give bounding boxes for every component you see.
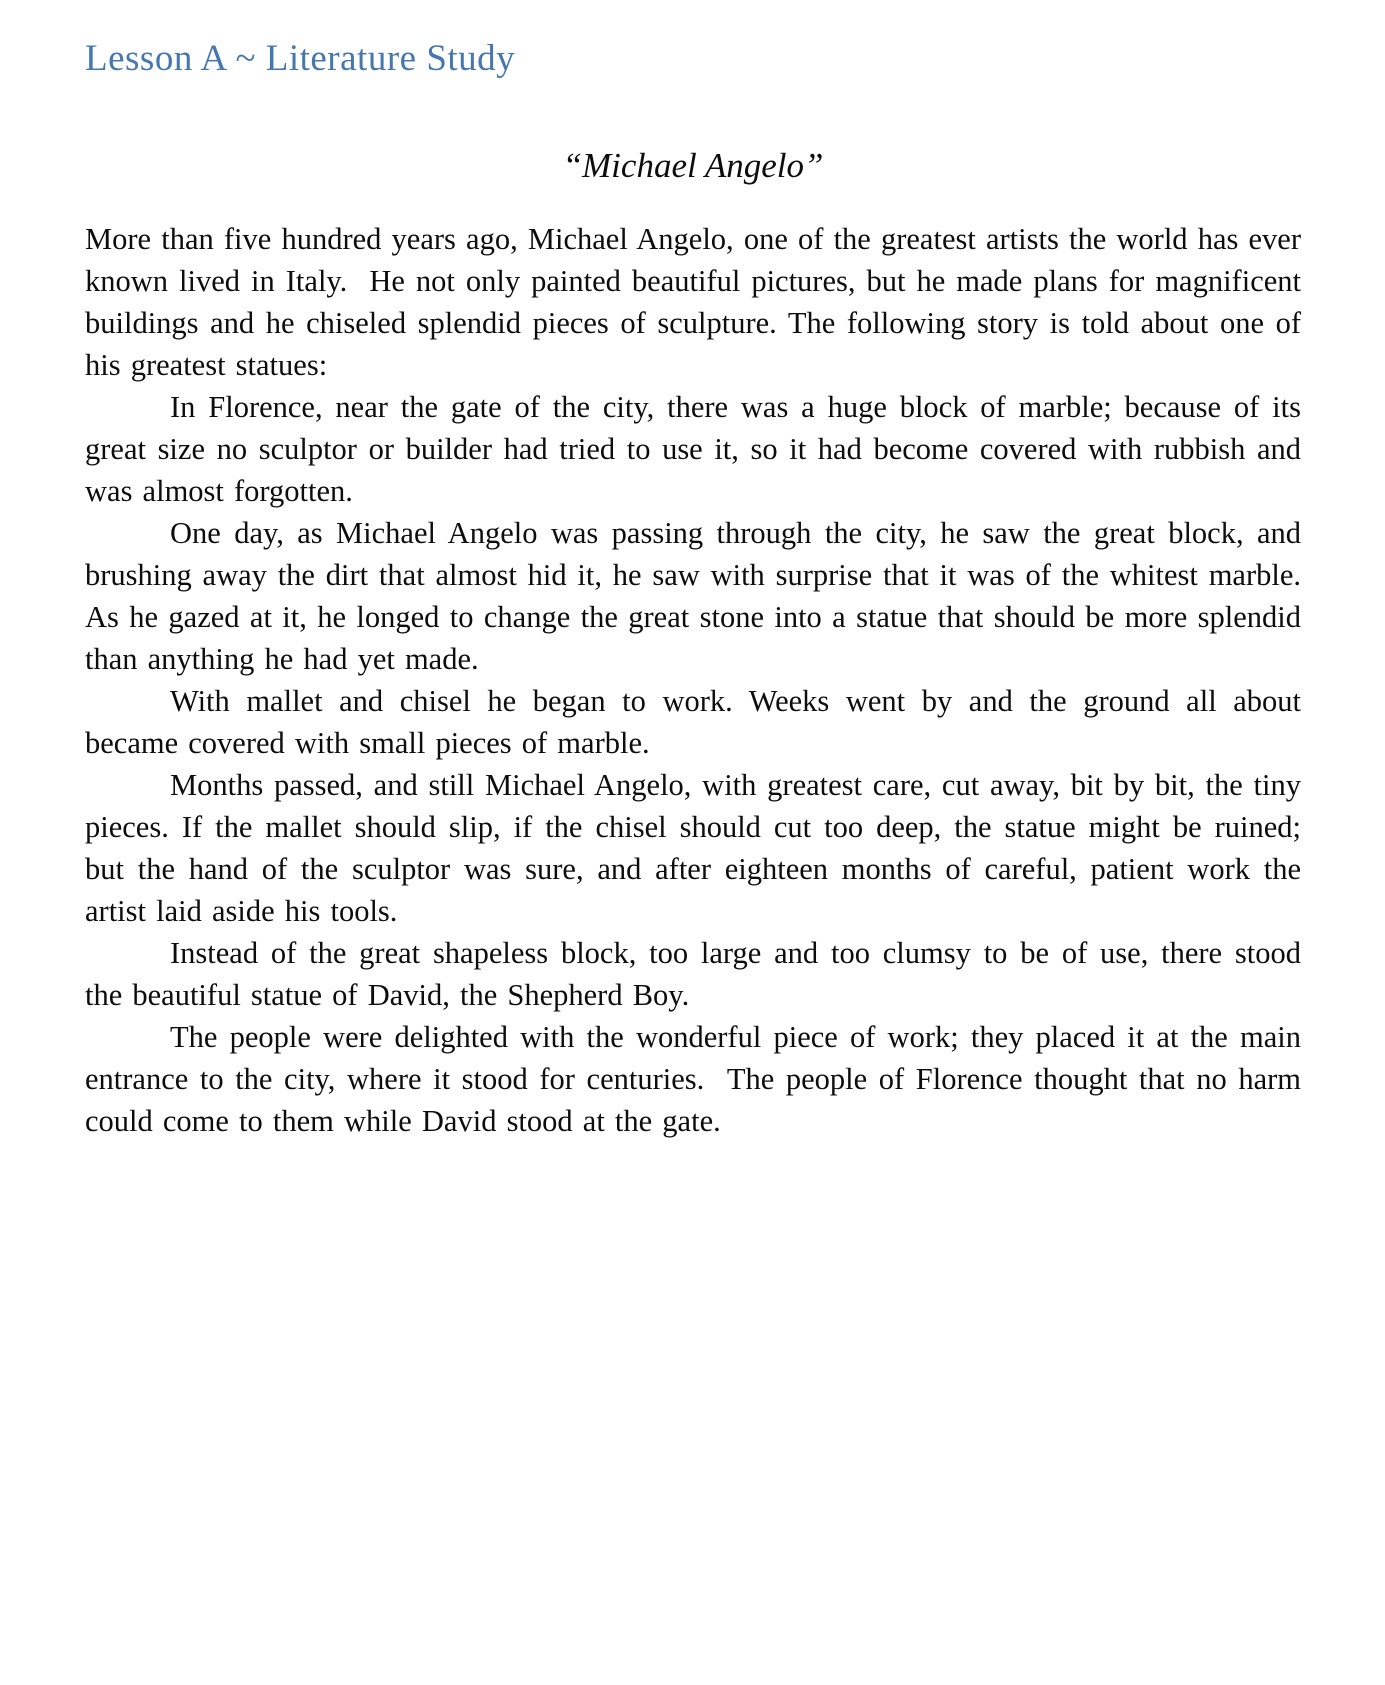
lesson-header: Lesson A ~ Literature Study (85, 38, 516, 79)
story-paragraph-3: One day, as Michael Angelo was passing through the city, he saw the great block, and brushing away the dirt that almost hid it, he saw with surprise that it was of the whitest marble. As he gazed at it, he longed to change the great stone into a statue that should be more splendid than anything he had yet made. (85, 516, 1301, 676)
story-paragraph-5: Months passed, and still Michael Angelo, with greatest care, cut away, bit by bit, the tiny pieces. If the mallet should slip, if the chisel should cut too deep, the statue might be ruined; but the hand of the sculptor was sure, and after eighteen months of careful, patient work the artist laid aside his tools. (85, 768, 1301, 928)
story-content (85, 142, 1301, 1142)
story-paragraph-7: The people were delighted with the wonderful piece of work; they placed it at the main entrance to the city, where it stood for centuries. The people of Florence thought that no harm could come to them while David stood at the gate. (85, 1020, 1301, 1138)
story-paragraph-4: With mallet and chisel he began to work. Weeks went by and the ground all about became covered with small pieces of marble. (85, 684, 1301, 760)
story-paragraph-1: More than five hundred years ago, Michael Angelo, one of the greatest artists the world has ever known lived in Italy. He not only painted beautiful pictures, but he made plans for magnificent buildings and he chiseled splendid pieces of sculpture. The following story is told about one of his greatest statues: (85, 222, 1301, 382)
story-paragraph-6: Instead of the great shapeless block, too large and too clumsy to be of use, there stood the beautiful statue of David, the Shepherd Boy. (85, 936, 1301, 1012)
story-body (85, 218, 1301, 1142)
story-paragraph-2: In Florence, near the gate of the city, there was a huge block of marble; because of its great size no sculptor or builder had tried to use it, so it had become covered with rubbish and was almost forgotten. (85, 390, 1301, 508)
story-title: “Michael Angelo” (562, 146, 824, 185)
